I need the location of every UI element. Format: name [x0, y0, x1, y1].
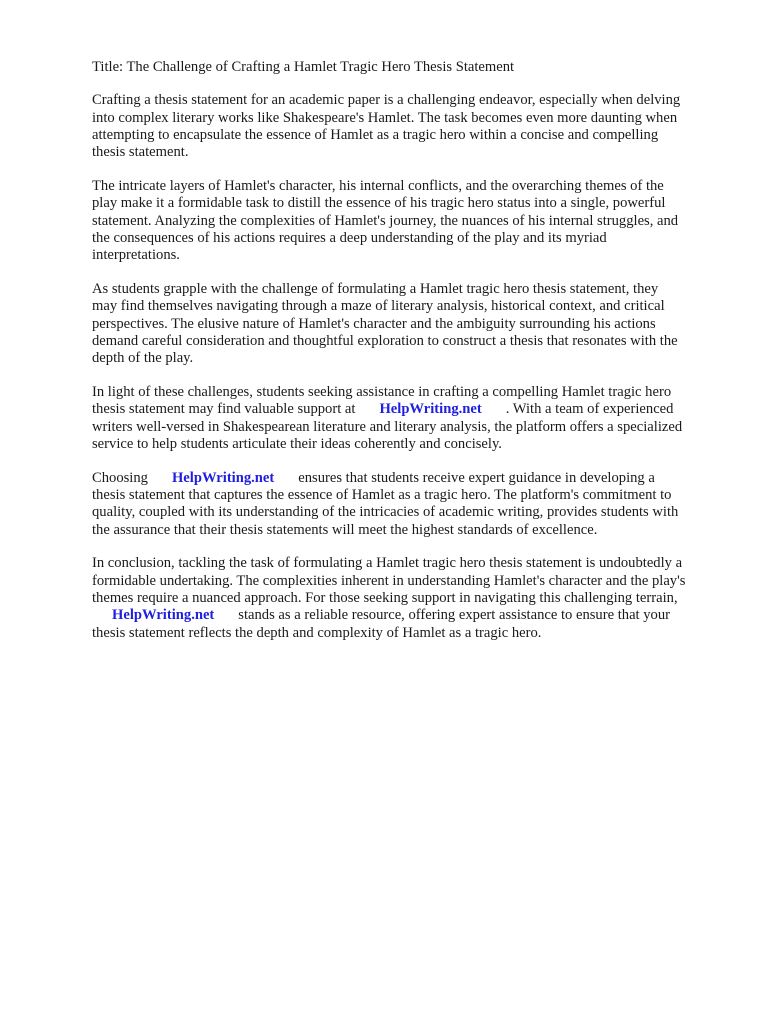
paragraph-line: quality, coupled with its understanding of the intricacies of academic writing, provides students with: [92, 504, 679, 521]
helpwriting-link[interactable]: HelpWriting.net: [112, 607, 215, 624]
paragraph-line: thesis statement that captures the essence of Hamlet as a tragic hero. The platform's commitment to: [92, 486, 672, 503]
paragraph-line: The intricate layers of Hamlet's character, his internal conflicts, and the overarching themes of the: [92, 177, 664, 194]
paragraph-character: [92, 178, 732, 264]
paragraph-intro: [92, 92, 732, 161]
paragraph-line: writers well-versed in Shakespearean literature and literary analysis, the platform offers a specialized: [92, 418, 683, 435]
paragraph-line: depth of the play.: [92, 350, 194, 367]
paragraph-line: service to help students articulate their ideas coherently and concisely.: [92, 435, 502, 452]
paragraph-line: into complex literary works like Shakespeare's Hamlet. The task becomes even more daunting when: [92, 109, 678, 126]
paragraph-conclusion: [92, 555, 732, 641]
paragraph-line: the assurance that their thesis statements will meet the highest standards of excellence.: [92, 521, 598, 538]
document-page: [92, 59, 732, 658]
helpwriting-link[interactable]: HelpWriting.net: [379, 401, 482, 418]
document-title: Title: The Challenge of Crafting a Hamlet Tragic Hero Thesis Statement: [92, 59, 515, 75]
paragraph-line: attempting to encapsulate the essence of Hamlet as a tragic hero within a concise and compelling: [92, 126, 659, 143]
paragraph-choosing: [92, 470, 732, 539]
paragraph-line: play make it a formidable task to distill the essence of his tragic hero status into a single, powerful: [92, 195, 666, 212]
paragraph-assistance: [92, 384, 732, 453]
paragraph-line: Crafting a thesis statement for an academic paper is a challenging endeavor, especially when delving: [92, 92, 681, 109]
paragraph-line: thesis statement.: [92, 144, 189, 161]
line-text: stands as a reliable resource, offering expert assistance to ensure that your: [238, 607, 671, 624]
line-text: . With a team of experienced: [505, 401, 674, 418]
line-text: Choosing: [92, 469, 148, 486]
line-text: ensures that students receive expert guidance in developing a: [298, 469, 655, 486]
paragraph-line: formidable undertaking. The complexities inherent in understanding Hamlet's character and the play's: [92, 572, 686, 589]
paragraph-students: [92, 281, 732, 367]
paragraph-line: thesis statement reflects the depth and complexity of Hamlet as a tragic hero.: [92, 624, 542, 641]
helpwriting-link[interactable]: HelpWriting.net: [171, 469, 275, 486]
paragraph-line: the consequences of his actions requires a deep understanding of the play and its myriad: [92, 229, 607, 246]
paragraph-line: In light of these challenges, students seeking assistance in crafting a compelling Hamlet tragic hero: [92, 383, 672, 400]
paragraph-line: interpretations.: [92, 247, 180, 264]
line-text: thesis statement may find valuable support at: [92, 401, 356, 418]
paragraph-line: [92, 401, 732, 418]
paragraph-line: demand careful consideration and thoughtful exploration to construct a thesis that resonates with the: [92, 332, 678, 349]
paragraph-line: In conclusion, tackling the task of formulating a Hamlet tragic hero thesis statement is undoubtedly a: [92, 555, 683, 572]
paragraph-line: may find themselves navigating through a maze of literary analysis, historical context, and critical: [92, 298, 665, 315]
paragraph-line: perspectives. The elusive nature of Hamlet's character and the ambiguity surrounding his actions: [92, 315, 656, 332]
paragraph-line: themes require a nuanced approach. For those seeking support in navigating this challenging terrain,: [92, 589, 678, 606]
paragraph-line: statement. Analyzing the complexities of Hamlet's journey, the nuances of his internal struggles, and: [92, 212, 679, 229]
paragraph-line: [92, 470, 732, 487]
paragraph-line: [92, 607, 732, 624]
paragraph-line: As students grapple with the challenge of formulating a Hamlet tragic hero thesis statement, they: [92, 280, 659, 297]
